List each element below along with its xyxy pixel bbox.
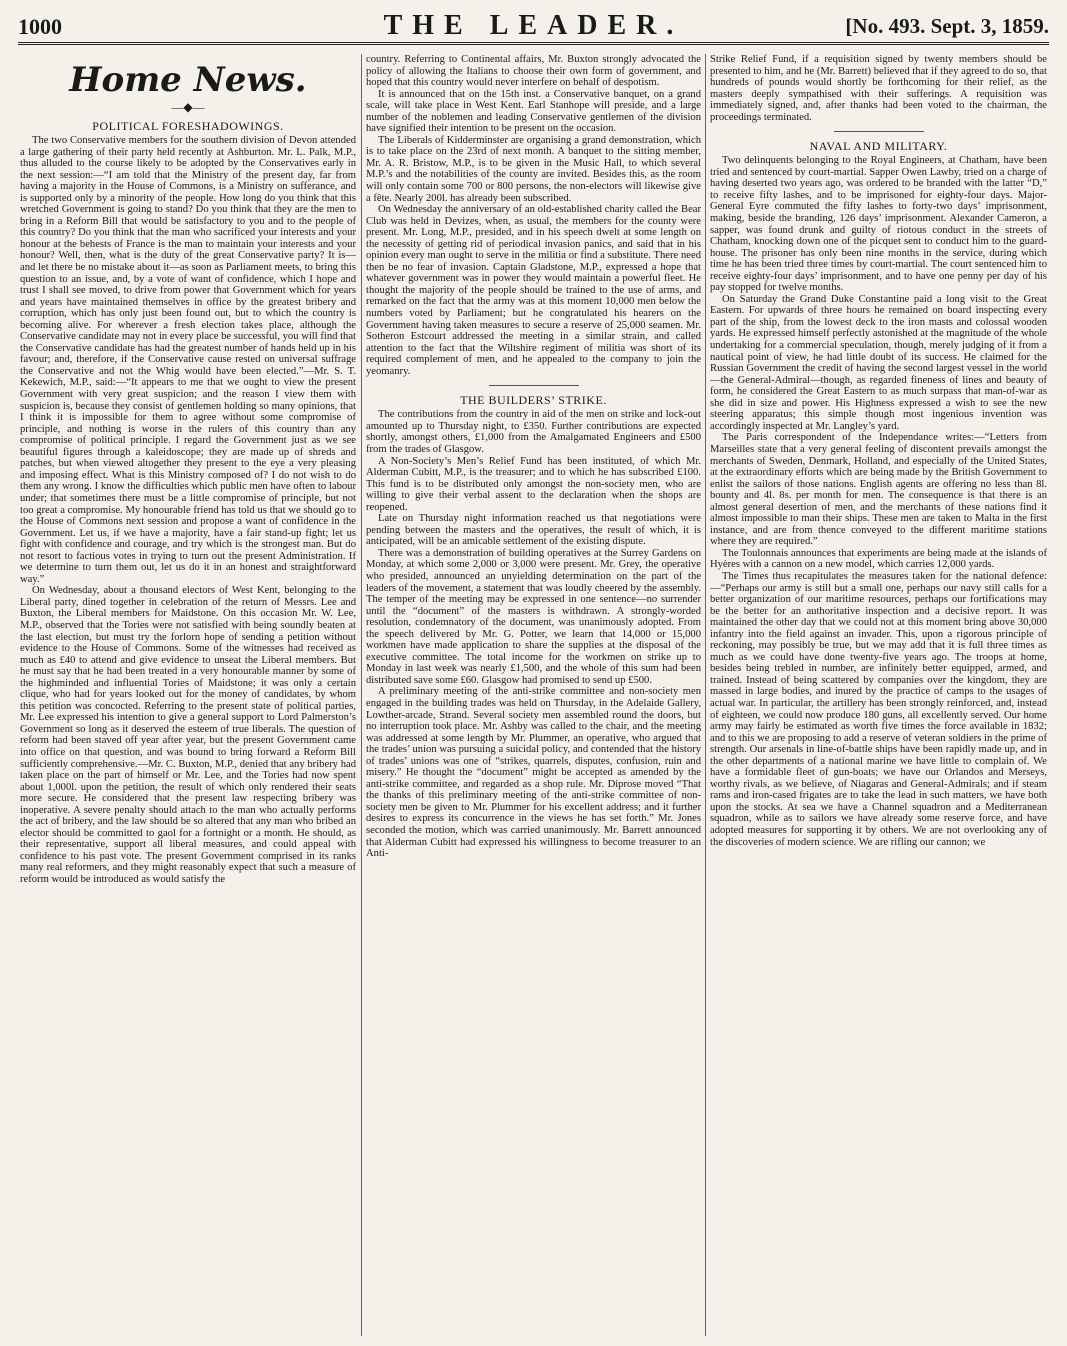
article-paragraph: The Paris correspondent of the Independance writes:—“Letters from Marseilles state that a very general feeling of discontent prevails amongst the merchants of Sweden, Denmark, Holland, and especially of the United States, at the extraordinary efforts which are being made by the British Government to enlist the sailors of those nations. English agents are offering no less than 8l. bounty and 4l. 8s. per month for men. The consequence is that there is an almost general desertion of men, and the merchants of these nations find it almost impossible to man their ships. These men are taken to Malta in the first instance, and are from thence conveyed to the different maritime stations where they are required.” (710, 432, 1047, 548)
article-paragraph: Two delinquents belonging to the Royal Engineers, at Chatham, have been tried and sentenced by court-martial. Sapper Owen Lawby, tried on a charge of having deserted two years ago, was ordered to be branded with the latter “D,” to receive fifty lashes, and to be imprisoned for eighty-four days. Major-General Eyre commuted the fifty lashes to forty-two days’ imprisonment, making, beside the branding, 126 days’ imprisonment. Alexander Cameron, a sapper, was found drunk and guilty of riotous conduct in the streets of Chatham, knocking down one of the picquet sent to conduct him to the guard-house. The prisoner has only been nine months in the service, during which time he has been tried three times by court-martial. The court sentenced him to receive eighty-four days’ imprisonment, and to have one penny per day of his pay stopped for twelve months. (710, 155, 1047, 294)
article-paragraph: The Liberals of Kidderminster are organising a grand demonstration, which is to take place on the 23rd of next month. A banquet to the sitting member, Mr. A. R. Bristow, M.P., is to be given in the Music Hall, to which several M.P.’s and the notabilities of the county are invited. Besides this, as the room will only contain some 700 or 800 persons, the non-electors will likewise give a fête. Nearly 200l. has already been subscribed. (366, 134, 701, 204)
builders-heading: THE BUILDERS’ STRIKE. (460, 393, 607, 408)
naval-heading: NAVAL AND MILITARY. (809, 139, 948, 154)
page-number: 1000 (18, 14, 62, 39)
article-paragraph: On Wednesday, about a thousand electors of West Kent, belonging to the Liberal party, dined together in celebration of the return of Messrs. Lee and Buxton, the Liberal members for Maidstone. On this occasion Mr. W. Lee, M.P., observed that the Tories were not satisfied with being soundly beaten at the last election, but must try the forlorn hope of sending a petition without evidence to the House of Commons. Some of the witnesses had received as much as £40 to attend and give evidence to unseat the Liberal members. But he must say that he had been treated in a very honourable manner by some of the highminded and influential Tories of Maidstone; it was only a certain clique, who had for years looked out for the money of candidates, by whom this petition was concocted. Referring to the present state of political parties, Mr. Lee expressed his intention to give a general support to Lord Palmerston’s Government so long as it deserved the esteem of true liberals. The question of reform had been staved off year after year, but the present Government came into office on that question, and was bound to bring forward a Reform Bill sufficiently comprehensive.—Mr. C. Buxton, M.P., denied that any bribery had taken place on the part of himself or Mr. Lee, and the Tories had now spent about 1,000l. upon the petition, the result of which only rendered their seats more secure. He considered that the present law respecting bribery was inoperative. A severe penalty should attach to the man who actually performs the act of bribery, and the law should be so altered that any man who bribed an elector should be committed to gaol for a fortnight or a month. He should, as their representative, support all liberal measures, and could appeal with confidence to his past vote. The present Government comprised in its ranks many real reformers, and they might reasonably expect that such a measure of reform would be introduced as would satisfy the (20, 585, 356, 885)
article-paragraph: Late on Thursday night information reached us that negotiations were pending between the masters and the operatives, the result of which, it is anticipated, will be an amicable settlement of the existing dispute. (366, 513, 701, 548)
column-1 (20, 54, 356, 1336)
article-paragraph: It is announced that on the 15th inst. a Conservative banquet, on a grand scale, will take place in West Kent. Earl Stanhope will preside, and a large number of the noblemen and leading Conservative gentlemen of the division have signified their intention to be present on the occasion. (366, 88, 701, 135)
article-paragraph: The Toulonnais announces that experiments are being made at the islands of Hyères with a cannon on a new model, which carries 12,000 yards. (710, 547, 1047, 571)
article-paragraph: On Saturday the Grand Duke Constantine paid a long visit to the Great Eastern. For upwards of three hours he remained on board inspecting every part of the ship, from the lowest deck to the iron masts and colossal wooden yards. He expressed himself perfectly astonished at the magnitude of the whole undertaking for a commercial speculation, though, merely judging of it from a nautical point of view, he had little doubt of its success. He claimed for the Russian Government the credit of having the second largest vessel in the world—the General-Admiral—though, as regarded fineness of lines and beauty of form, he considered the Great Eastern to as much surpass that man-of-war as she did in size and power. His Highness expressed a wish to see the new steering apparatus; this simple though most ingenious invention was accordingly inspected at Mr. Langley’s yard. (710, 293, 1047, 432)
article-paragraph: The contributions from the country in aid of the men on strike and lock-out amounted up to Thursday night, to £350. Further contributions are expected shortly, amongst others, £1,000 from the Amalgamated Engineers and £500 from the trades of Glasgow. (366, 409, 701, 455)
article-paragraph: A Non-Society’s Men’s Relief Fund has been instituted, of which Mr. Alderman Cubitt, M.P., is the treasurer; and to which he has subscribed £100. This fund is to be distributed only amongst the non-society men, who are willing to give their verbal assent to the declaration when the shops are reopened. (366, 455, 701, 513)
article-paragraph: There was a demonstration of building operatives at the Surrey Gardens on Monday, at which some 2,000 or 3,000 were present. Mr. Grey, the operative who presided, announced an unyielding determination on the part of the leaders of the movement, a statement that was loudly cheered by the assembly. The temper of the meeting may be expressed in one sentence—no surrender until the “document” of the masters is withdrawn. A strongly-worded resolution, condemnatory of the document, was unanimously adopted. From the speech delivered by Mr. G. Potter, we learn that 14,000 or 15,000 workmen have made application to share the supplies at the disposal of the executive committee. The total income for the workmen on strike up to Monday in last week was nearly £1,500, and the whole of this sum had been distributed save some £60. Glasgow had promised to send up £500. (366, 547, 701, 686)
section-separator (489, 385, 579, 386)
column-rule-2 (705, 54, 706, 1336)
page-header (18, 8, 1049, 45)
article-paragraph: The Times thus recapitulates the measures taken for the national defence:—“Perhaps our army is still but a small one, perhaps our navy still calls for a better organization of our maritime resources, perhaps our fortifications may be the better for an authoritative inspection and a decisive report. It was maintained the other day that we could not at this moment bring above 30,000 infantry into the field against an invader. This, upon a rigorous principle of reckoning, may possibly be true, but we may add that it is full three times as much as we could have done twenty-five years ago. The troops at home, besides being trebled in number, are infinitely better equipped, armed, and trained. Instead of being scattered by companies over the kingdom, they are massed in large bodies, and inured by the practice of camps to the usages of actual war. In particular, the artillery has been strongly reinforced, and, instead of eighteen, we could now produce 180 guns, all excellently served. Our home army may fairly be estimated as worth five times the force available in 1832; and to this we are proposing to add a reserve of veteran soldiers in the prime of strength. Our arsenals in line-of-battle ships have been rapidly made up, and in the other departments of a national marine we have little to complain of. We have a formidable fleet of gun-boats; we have our Orlandos and Merseys, worthy rivals, as we believe, of Niagaras and General-Admirals; and if steam rams and iron-cased frigates are to take the lead in such matters, we have both upon the stocks. At sea we have a Channel squadron and a Mediterranean squadron, while as to sailors we have already some reserve force, and have adopted measures for supporting it by others. We are not overlooking any of the discoveries of modern science. We are rifling our cannon; we (710, 570, 1047, 848)
political-heading: POLITICAL FORESHADOWINGS. (92, 119, 284, 133)
column-3 (710, 54, 1047, 1336)
section-masthead: Home News. (69, 60, 307, 100)
column-rule-1 (361, 54, 362, 1336)
issue-date: [No. 493. Sept. 3, 1859. (845, 14, 1049, 38)
section-separator (834, 131, 924, 132)
article-paragraph: A preliminary meeting of the anti-strike committee and non-society men engaged in the building trades was held on Thursday, in the Adelaide Gallery, Lowther-arcade, Strand. Several society men assembled round the doors, but no interruption took place. Mr. Ashby was called to the chair, and the meeting was addressed at some length by Mr. Plummer, an operative, who argued that the trades’ union was pursuing a suicidal policy, and contended that the history of trades’ unions was one of “strikes, quarrels, disputes, confusion, ruin and misery.” He thought the “document” might be accepted as amended by the anti-strike committee, and regarded as a shop rule. Mr. Diprose moved “That the thanks of this preliminary meeting of the anti-strike committee of non-society men be given to Mr. Plummer for his excellent address; and it further desires to express its concurrence in the views he has set forth.” Mr. Jones seconded the motion, which was carried unanimously. Mr. Barrett announced that Alderman Cubitt had expressed his willingness to become treasurer to an Anti- (366, 686, 701, 860)
article-paragraph: On Wednesday the anniversary of an old-established charity called the Bear Club was held in Devizes, when, as usual, the members for the county were present. Mr. Long, M.P., presided, and in his speech dwelt at some length on the necessity of getting rid of periodical invasion panics, and said that in his opinion every man ought to serve in the militia or find a substitute. There need then be no fear of invasion. Captain Gladstone, M.P., expressed a hope that whatever government was in power they would maintain a powerful fleet. He thought the majority of the people should be trained to the use of arms, and remarked on the fact that the army was at this moment 10,000 men below the numbers voted by Parliament; but he congratulated his hearers on the Government having taken measures to secure a reserve of 25,000 seamen. Mr. Sotheron Estcourt addressed the meeting in a similar strain, and called attention to the fact that the Wiltshire regiment of militia was short of its required complement of men, and he appealed to the company to join the yeomanry. (366, 204, 701, 377)
ornament-divider: —◆— (171, 100, 205, 114)
newspaper-title: THE LEADER. (383, 10, 684, 41)
article-paragraph: country. Referring to Continental affairs, Mr. Buxton strongly advocated the policy of allowing the Italians to choose their own form of government, and hoped that this country would never interfere on behalf of despotism. (366, 54, 701, 89)
article-paragraph: The two Conservative members for the southern division of Devon attended a large gathering of their party held recently at Ashburton. Mr. L. Palk, M.P., thus alluded to the course likely to be adopted by the Conservatives early in the next session:—“I am told that the Ministry of the present day, far from having a majority in the House of Commons, is a Ministry on sufferance, and is supported only by a minority of the people. How long do you think that this wretched Government is going to stand? Do you think that they are the men to bring in a Reform Bill that would be satisfactory to you and to the people of this country? Do you think that the man who sacrificed your interests and your honour at the behests of France is the man to maintain your interests and your honour? Well, then, what is the duty of the great Conservative party? It is—and let there be no mistake about it—as soon as Parliament meets, to bring this question to an issue, and, by a vote of want of confidence, which I hope and trust I shall see moved, to drive from power that Government which for years and years have maintained themselves in office by the greatest bribery and corruption, which has only just been found out, but to which the country is becoming alive. For wherever a fresh election takes place, although the Conservative candidate may not in every place be successful, you will find that the Conservative candidate has had the greatest number of hands held up in his favour; and, therefore, if the Conservative cause rested on universal suffrage the Conservative and not the Whig would have been elected.”—Mr. S. T. Kekewich, M.P., said:—“It appears to me that we ought to view the present Government with very great suspicion; and the reason I view them with suspicion is, because they consist of gentlemen holding so many opinions, that I think it is impossible for them to agree without some compromise of principle, and nothing is worse in the rulers of this country than any compromise of political principle. I regard the Government just as we see beautiful figures through a kaleidoscope; they are made up of shreds and patches, but when viewed altogether they present to the eye a very pleasing and imposing effect. What is this Ministry composed of? I do not wish to do them any wrong. I know the difficulties which public men have often to labour under; that sometimes there must be a little compromise of principle, but not too great a compromise. My honourable friend has told us that we should go to the House of Commons next session and propose a want of confidence in the Government. Let us, if we have a majority, have a fair stand-up fight; let us fight with confidence and courage, and try which is the strongest man. But do not resort to factious votes in trying to turn out the present Administration. If we determine to turn them out, let us do it in an honest and straightforward way.” (20, 135, 356, 585)
article-paragraph: Strike Relief Fund, if a requisition signed by twenty members should be presented to him, and he (Mr. Barrett) believed that if they agreed to do so, that hundreds of pounds would shortly be forthcoming for their relief, as the masters deeply sympathised with their sufferings. A requisition was immediately signed, and, after thanks had been voted to the chairman, the proceedings terminated. (710, 54, 1047, 123)
column-2 (366, 54, 701, 1336)
